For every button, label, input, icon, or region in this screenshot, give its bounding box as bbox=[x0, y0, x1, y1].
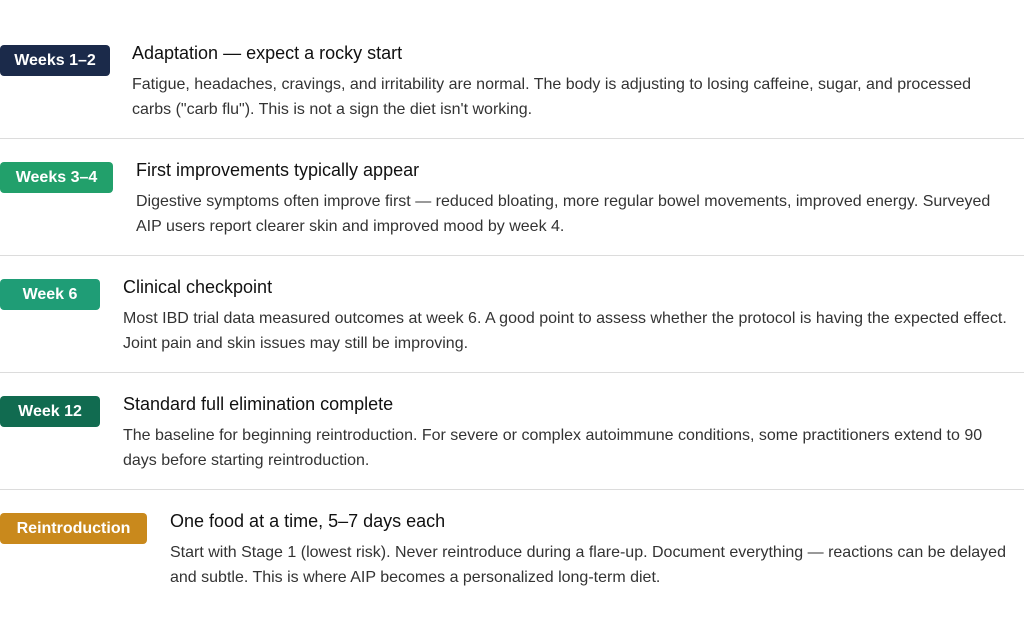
phase-description: Digestive symptoms often improve first — reduced bloating, more regular bowel movements, improved energy. Surveyed AIP users report clearer skin and improved mood by week 4. bbox=[136, 193, 991, 235]
phase-description: Fatigue, headaches, cravings, and irritability are normal. The body is adjusting to losing caffeine, sugar, and processed carbs ("carb flu"). This is not a sign the diet isn't working. bbox=[132, 76, 972, 118]
phase-content bbox=[123, 276, 1012, 356]
phase-badge: Weeks 3–4 bbox=[0, 162, 113, 193]
phase-title: First improvements typically appear bbox=[136, 160, 420, 180]
phase-description: The baseline for beginning reintroduction. For severe or complex autoimmune conditions, some practitioners extend to 90 days before starting reintroduction. bbox=[123, 427, 983, 469]
phase-description: Most IBD trial data measured outcomes at week 6. A good point to assess whether the protocol is having the expected effect. Joint pain and skin issues may still be improving. bbox=[123, 310, 1007, 352]
phase-content bbox=[136, 159, 1012, 239]
phase-badge: Week 12 bbox=[0, 396, 100, 427]
phase-description: Start with Stage 1 (lowest risk). Never reintroduce during a flare-up. Document everything — reactions can be delayed and subtle. This is where AIP becomes a personalized long-term diet. bbox=[170, 544, 1006, 586]
phase-row-week-12 bbox=[0, 373, 1024, 490]
phase-row-weeks-3-4 bbox=[0, 139, 1024, 256]
phase-title: One food at a time, 5–7 days each bbox=[170, 511, 446, 531]
phase-title: Adaptation — expect a rocky start bbox=[132, 43, 403, 63]
phase-content bbox=[123, 393, 1012, 473]
phase-row-weeks-1-2 bbox=[0, 0, 1024, 139]
phase-row-reintroduction bbox=[0, 490, 1024, 629]
phase-badge: Reintroduction bbox=[0, 513, 147, 544]
phase-row-week-6 bbox=[0, 256, 1024, 373]
phase-content bbox=[132, 42, 1012, 122]
phase-title: Standard full elimination complete bbox=[123, 394, 394, 414]
phase-badge: Week 6 bbox=[0, 279, 100, 310]
phase-title: Clinical checkpoint bbox=[123, 277, 273, 297]
phase-content bbox=[170, 510, 1012, 590]
phase-badge: Weeks 1–2 bbox=[0, 45, 110, 76]
